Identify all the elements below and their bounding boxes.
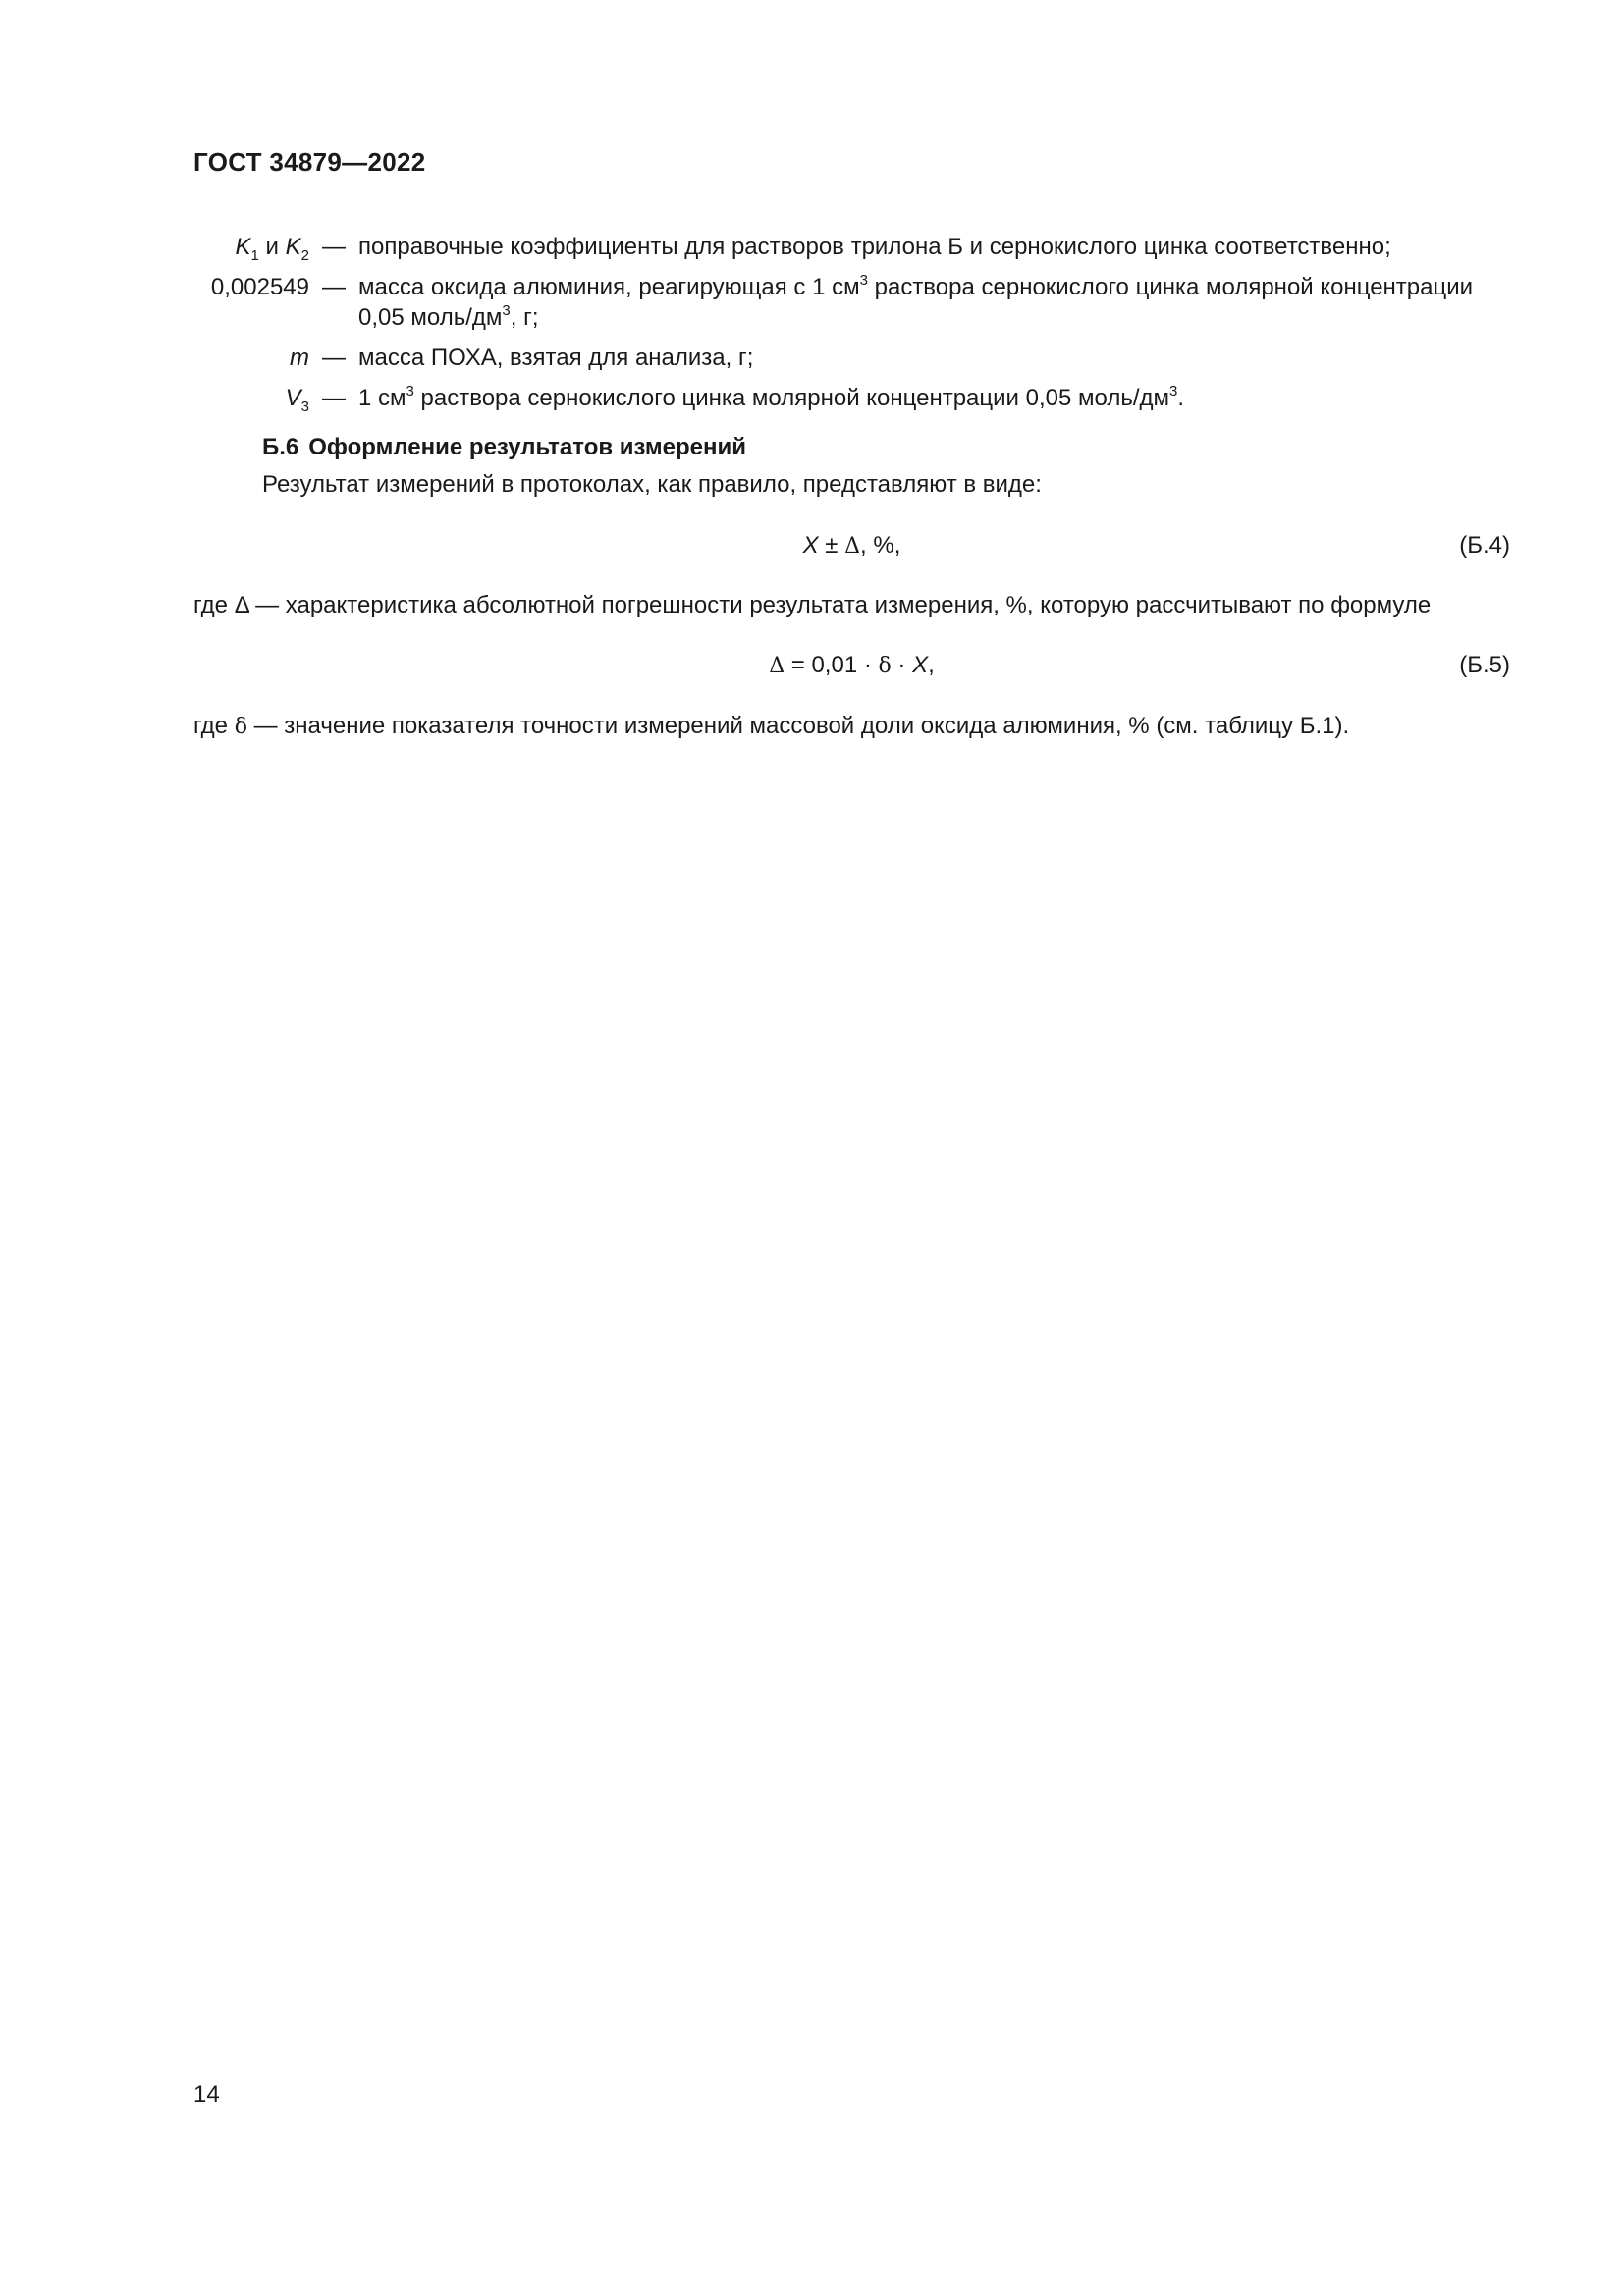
definition-text: масса ПОХА, взятая для анализа, г;	[358, 345, 754, 371]
definition-constant	[147, 272, 1522, 333]
section-intro: Результат измерений в протоколах, как правило, представляют в виде:	[262, 471, 1042, 498]
definition-dash: —	[322, 385, 346, 411]
section-number: Б.6	[262, 434, 299, 460]
definitions-list	[147, 232, 1522, 423]
where-clause-small-delta: где δ — значение показателя точности измерений массовой доли оксида алюминия, % (см. таблицу Б.1).	[193, 713, 1350, 739]
standard-header: ГОСТ 34879—2022	[193, 147, 426, 177]
definition-k1-k2	[147, 232, 1522, 262]
definition-text: поправочные коэффициенты для растворов трилона Б и сернокислого цинка соответственно;	[358, 234, 1391, 260]
definition-dash: —	[322, 234, 346, 260]
definition-text: масса оксида алюминия, реагирующая с 1 $см^3$ раствора сернокислого цинка молярной концентрации 0,05 моль/$дм^3$, г;	[358, 272, 1474, 331]
definition-dash: —	[322, 345, 346, 371]
formula-number: (Б.4)	[1459, 532, 1510, 559]
definition-term: m	[290, 345, 309, 371]
definition-v3	[147, 383, 1522, 413]
section-title: Оформление результатов измерений	[308, 434, 746, 460]
definition-term: 0,002549	[210, 274, 309, 300]
definition-dash: —	[322, 274, 346, 300]
formula-number: (Б.5)	[1459, 652, 1510, 678]
where-clause-delta: где Δ — характеристика абсолютной погрешности результата измерения, %, которую рассчитывают по формуле	[193, 592, 1432, 618]
definition-m	[147, 343, 1522, 373]
page-number: 14	[193, 2081, 220, 2108]
definition-term: $V_3$	[285, 385, 309, 415]
formula-expression: Δ = 0,01 · δ · X,	[769, 652, 935, 678]
definition-text: 1 $см^3$ раствора сернокислого цинка молярной концентрации 0,05 моль/$дм^3$.	[358, 383, 1185, 411]
formula-expression: X ± Δ, %,	[802, 532, 901, 559]
definition-term: $K_1$ и $K_2$	[235, 234, 309, 264]
section-heading	[262, 434, 746, 461]
